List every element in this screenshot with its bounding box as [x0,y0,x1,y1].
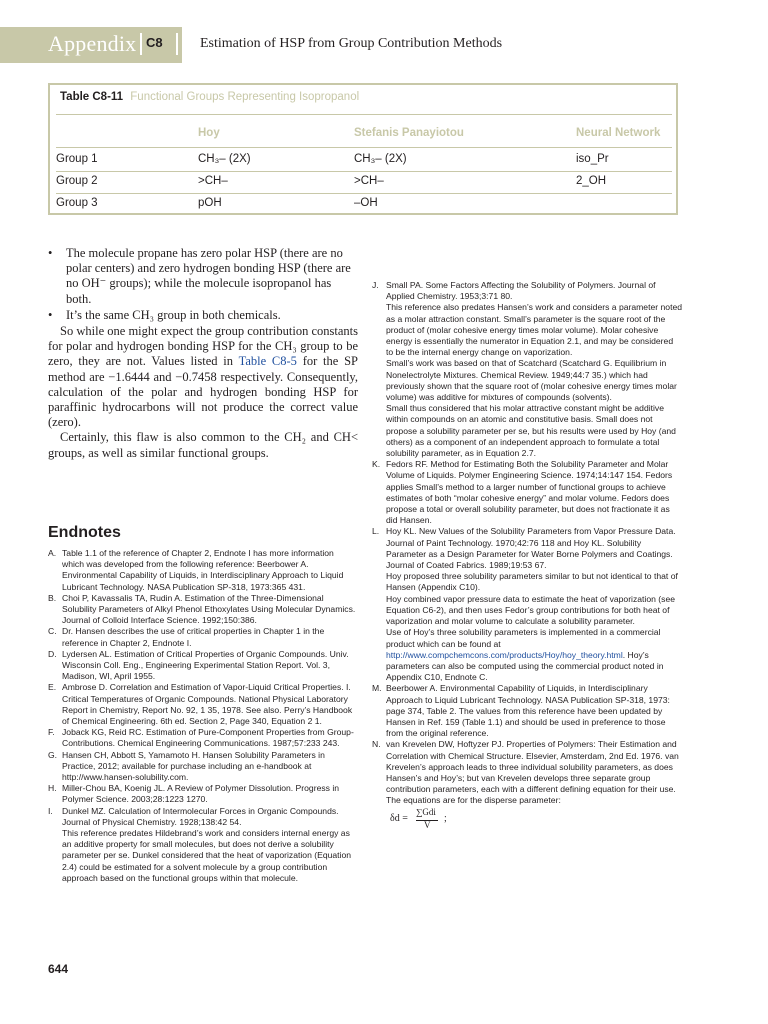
endnote-item: L. Hoy KL. New Values of the Solubility Parameters from Vapor Pressure Data. Journal of Paint Technology. 1970;42:76 118 and Hoy KL. Solubility Parameter as a Design Parameter for Water Borne Polymers and Coatings. Journal of Coated Fabrics. 1989;19:53 67. [372,526,676,571]
body-paragraph: Certainly, this flaw is also common to the CH₂ and CH< groups, as well as similar functional groups. [48,430,358,460]
endnote-subtext: Hoy proposed three solubility parameters similar to but not identical to that of Hansen (Appendix C10). [386,571,678,593]
equation-tail: ; [444,812,447,824]
table-cell: Group 1 [56,153,98,165]
table-rule [56,114,672,115]
table-cell: Group 2 [56,175,98,187]
equation-denominator: V [424,819,431,830]
running-header [0,27,768,63]
endnote-subtext: Small’s work was based on that of Scatchard (Scatchard G. Equilibrium in Nonelectrolyte Mixtures. Chemical Review. 1949;44:7 35.) which had previously shown that the square root of (molar cohesive energy times molar volume) was additive for mixtures of compounds (solvents). [386,358,677,403]
endnote-item: F. Joback KG, Reid RC. Estimation of Pure-Component Properties from Group-Contributions. Chemical Engineering Communications. 1987;57:233 243. [48,727,354,749]
table-cell: 2_OH [576,175,607,187]
table-rule [56,171,672,172]
table-cell: Group 3 [56,197,98,209]
table-cell: >CH– [354,175,384,187]
table-c8-5-link[interactable]: Table C8-5 [238,354,297,369]
endnote-subtext: This reference also predates Hansen’s work and considers a parameter noted as a molar attraction constant. Small’s parameter is the square root of the product of (molar cohesive energy times molar volume). Molar cohesive energy is essentially the numerator in Equation 2.1, and may be considered to be the internal energy change on vaporization. [386,302,683,358]
table-cell: –OH [354,197,378,209]
endnotes-right-column [372,280,682,831]
disperse-equation [372,806,682,831]
endnote-item: E. Ambrose D. Correlation and Estimation of Vapor-Liquid Critical Properties. I. Critical Temperatures of Organic Compounds. National Physical Laboratory Report in Chemistry, Report No. 92, 1 35, 1978. See also. Perry’s Handbook of Chemical Engineering. 6th ed. Section 2, Page 340, Equation 2 1. [48,682,353,727]
table-cell: CH₃– (2X) [354,153,407,165]
endnote-item: N. van Krevelen DW, Hoftyzer PJ. Properties of Polymers: Their Estimation and Correlation with Chemical Structure. Elsevier, Amsterdam, 2nd Ed. 1976. van Krevelen’s approach leads to three individual solubility parameters, as does Hansen’s and Hoy’s; but van Krevelen develops three separate group contribution parameters, each with a different defining equation for their use. The equations are for the disperse parameter: [372,739,679,806]
header-section-code: C8 [146,35,163,50]
table-cell: >CH– [198,175,228,187]
endnote-item: H. Miller-Chou BA, Koenig JL. A Review of Polymer Dissolution. Progress in Polymer Science. 2003;28:1223 1270. [48,783,340,805]
endnote-item: J. Small PA. Some Factors Affecting the Solubility of Polymers. Journal of Applied Chemistry. 1953;3:71 80. [372,280,656,302]
equation-lhs: δd = [390,812,408,824]
header-chapter-title: Estimation of HSP from Group Contribution Methods [200,36,503,51]
endnote-subtext: This reference predates Hildebrand’s work and considers internal energy as an additive property for small molecules, but does not derive a solubility parameter per se. Dunkel considered that the heat of vaporization (Equation 2.4) could be estimated for a solvent molecule by a group contribution approach based on the functional groups within that molecule. [62,828,352,883]
body-text-left [48,246,358,461]
endnote-item: G. Hansen CH, Abbott S, Yamamoto H. Hansen Solubility Parameters in Practice, 2012; available for purchase including an e-handbook at http://www.hansen-solubility.com. [48,749,325,783]
bullet-list [48,246,358,323]
bullet-item: • The molecule propane has zero polar HSP (there are no polar centers) and zero hydrogen bonding HSP (there are no OH⁻ groups); while the molecule isopropanol has both. [48,246,351,306]
endnote-subtext: Hoy combined vapor pressure data to estimate the heat of vaporization (see Equation C6-2), and then uses Fedor’s group contributions for both heat of vaporization and molar volume to calculate a solubility parameter. [386,593,676,627]
endnote-item: K. Fedors RF. Method for Estimating Both the Solubility Parameter and Molar Volume of Liquids. Polymer Engineering Science. 1974;14:147 154. Fedors applies Small’s method to a larger number of functional groups to achieve estimates of both “molar cohesive energy” and molar volume. Fedors does propose a total or overall solubility parameter, but does not fractionate it as did Hansen. [372,459,673,526]
table-cell: iso_Pr [576,153,609,165]
endnote-item: C. Dr. Hansen describes the use of critical properties in Chapter 1 in the reference in Chapter 2, Endnote I. [48,626,325,648]
table-cell: pOH [198,197,222,209]
table-caption [60,91,359,103]
table-label: Table C8-11 [60,91,124,103]
hoy-theory-link[interactable]: http://www.compchemcons.com/products/Hoy/hoy_theory.html [386,649,623,660]
table-header-stefanis: Stefanis Panayiotou [354,127,464,139]
table-rule [56,193,672,194]
table-c8-11 [48,83,678,215]
header-separator-2 [176,33,178,55]
endnote-item: A. Table 1.1 of the reference of Chapter 2, Endnote I has more information which was developed from the following reference: Beerbower A. Environmental Capability of Liquids, in Interdisciplinary Approach to Liquid Lubricant Technology. NASA Publication SP-318, 1973:365 431. [48,548,344,592]
endnotes-left-column [48,548,358,884]
endnote-item: D. Lydersen AL. Estimation of Critical Properties of Organic Compounds. Univ. Wisconsin Coll. Eng., Engineering Experimental Station Report. Vol. 3, Madison, WI, April 1955. [48,648,349,682]
endnote-item: B. Choi P, Kavassalis TA, Rudin A. Estimation of the Three-Dimensional Solubility Parameters of Alkyl Phenol Ethoxylates Using Molecular Dynamics. Journal of Colloid Interface Science. 1992;150:386. [48,592,356,626]
header-separator [140,33,142,55]
equation-numerator: ∑Gdi [416,806,436,817]
endnote-subtext: Use of Hoy’s three solubility parameters is implemented in a commercial product which can be found at http://www.compchemcons.com/products/Hoy/hoy_theory.html. Hoy’s parameters can also be computed using the commercial product noted in Appendix C10, Endnote C. [386,627,664,683]
table-header-hoy: Hoy [198,127,220,139]
endnote-subtext: Small thus considered that his molar attractive constant might be additive within compounds on an atomic and constitutive basis. Small does not propose a solubility parameter per se, but his results were used by Hoy (and others) as a component of an independent approach to formulate a total solubility parameter, as in Equation 2.7. [386,403,676,459]
endnote-item: M. Beerbower A. Environmental Capability of Liquids, in Interdisciplinary Approach to Liquid Lubricant Technology. NASA Publication SP-318, 1973: page 374, Table 2. The values from this reference have been updated by Hansen in Ref. 159 (Table 1.1) and should be used in preference to those from the original reference. [372,683,670,739]
bullet-item: • It’s the same CH₃ group in both chemicals. [48,307,281,322]
body-paragraph: So while one might expect the group contribution constants for polar and hydrogen bonding HSP for the CH₃ group to be zero, they are not. Values listed in Table C8-5 for the SP method are −1.6444 and −0.7458 respectively. Consequently, calculation of the polar and hydrogen bonding HSP for paraffinic hydrocarbons will not produce the correct value (zero). [48,324,358,430]
table-rule [56,147,672,148]
table-cell: CH₃– (2X) [198,153,251,165]
table-header-neural: Neural Network [576,127,661,139]
table-caption-text: Functional Groups Representing Isopropanol [130,91,360,103]
page-number: 644 [48,962,69,976]
header-appendix: Appendix [48,31,137,56]
endnote-item: I. Dunkel MZ. Calculation of Intermolecular Forces in Organic Compounds. Journal of Physical Chemistry. 1928;138:42 54. [48,805,339,827]
endnotes-heading: Endnotes [48,524,121,541]
